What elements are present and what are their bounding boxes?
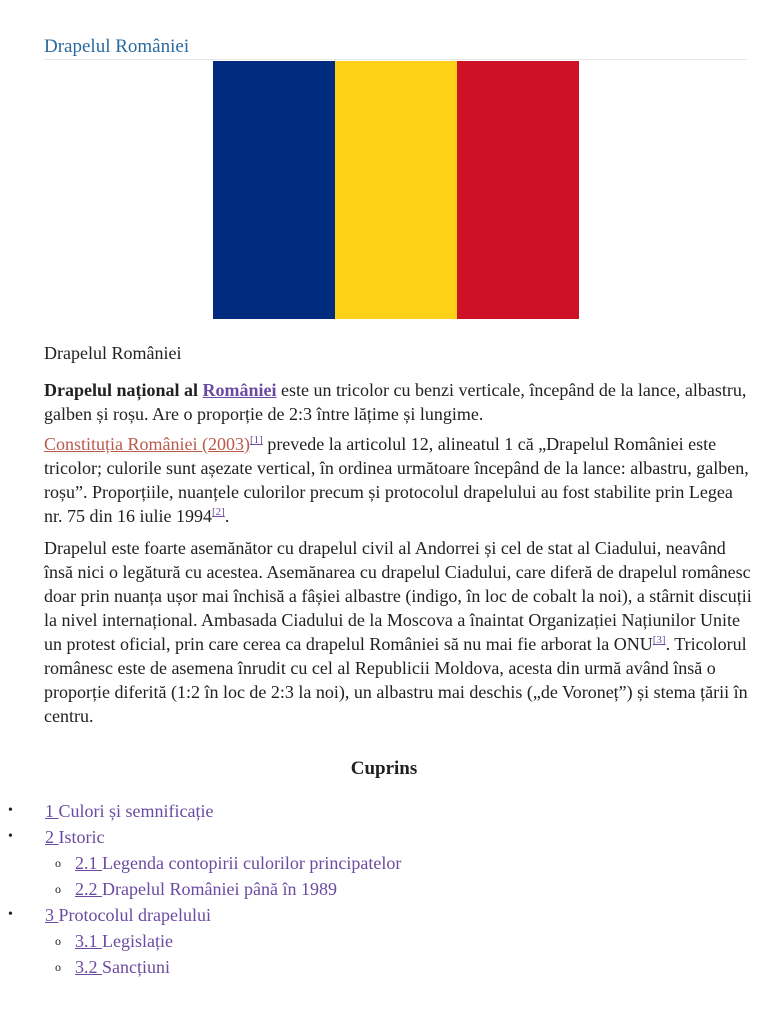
flag-stripe-red <box>457 61 579 319</box>
toc-title: Cuprins <box>350 758 418 779</box>
reference-3-link[interactable]: [3] <box>652 634 666 646</box>
table-of-contents <box>0 798 768 980</box>
bullet-icon: • <box>8 907 13 922</box>
reference-2-link[interactable]: [2] <box>212 506 225 518</box>
paragraph-intro <box>44 378 754 426</box>
similarity-text-end: . Tricolorul românesc este de asemena înrudit cu cel al Republicii Moldova, acesta din urmă având însă o proporție diferită (1:2 în loc de 2:3 la noi), un albastru mai deschis („de Voroneț”) și stema țării în centru. <box>44 634 748 726</box>
circle-bullet-icon: o <box>55 934 61 948</box>
toc-link-istoric[interactable]: 2 Istoric <box>45 827 105 847</box>
reference-1-link[interactable]: [1] <box>249 434 263 446</box>
page-title: Drapelul României <box>44 36 190 57</box>
toc-item <box>0 824 768 850</box>
toc-link-legislatie[interactable]: 3.1 Legislație <box>75 931 173 951</box>
flag-stripe-blue <box>213 61 335 319</box>
toc-item <box>0 902 768 928</box>
circle-bullet-icon: o <box>55 856 61 870</box>
toc-item <box>0 876 768 902</box>
toc-link-protocol[interactable]: 3 Protocolul drapelului <box>45 905 211 925</box>
intro-text: este un tricolor cu benzi verticale, începând de la lance, albastru, galben și roșu. Are o proporție de 2:3 între lățime și lungime. <box>44 380 747 424</box>
toc-item <box>0 798 768 824</box>
toc-item <box>0 850 768 876</box>
toc-link-legenda[interactable]: 2.1 Legenda contopirii culorilor principatelor <box>75 853 402 873</box>
circle-bullet-icon: o <box>55 882 61 896</box>
bullet-icon: • <box>8 829 13 844</box>
flag-stripe-yellow <box>335 61 457 319</box>
flag-caption: Drapelul României <box>44 343 182 363</box>
bullet-icon: • <box>8 803 13 818</box>
title-divider <box>44 59 747 60</box>
flag-image <box>213 61 579 319</box>
romania-link[interactable]: României <box>202 380 277 400</box>
toc-item <box>0 928 768 954</box>
paragraph-constitution <box>44 432 754 528</box>
circle-bullet-icon: o <box>55 960 61 974</box>
toc-link-sanctiuni[interactable]: 3.2 Sancțiuni <box>75 957 170 977</box>
paragraph-similarity <box>44 536 754 728</box>
constitution-text: prevede la articolul 12, alineatul 1 că „Drapelul României este tricolor; culorile sunt așezate vertical, în ordinea următoare începând de la lance: albastru, galben, roșu”. Proporțiile, nuanțele culorilor precum și protocolul drapelului au fost stabilite prin Legea nr. 75 din 16 iulie 1994 <box>44 434 749 526</box>
toc-item <box>0 954 768 980</box>
constitution-link[interactable]: Constituția României (2003) <box>44 434 250 454</box>
similarity-text: Drapelul este foarte asemănător cu drapelul civil al Andorrei și cel de stat al Ciadului, neavând însă nici o legătură cu acestea. Asemănarea cu drapelul Ciadului, care diferă de drapelul românesc doar prin nuanța ușor mai închisă a fâșiei albastre (indigo, în loc de cobalt la noi), a stârnit discuții la nivel internațional. Ambasada Ciadului de la Moscova a înaintat Organizației Națiunilor Unite un protest oficial, prin care cerea ca drapelul României să nu mai fie arborat la ONU <box>44 538 752 654</box>
constitution-text-end: . <box>224 506 230 526</box>
intro-bold-text: Drapelul național al <box>44 380 203 400</box>
toc-link-drapelul-1989[interactable]: 2.2 Drapelul României până în 1989 <box>75 879 337 899</box>
toc-link-culori[interactable]: 1 Culori și semnificație <box>45 801 214 821</box>
